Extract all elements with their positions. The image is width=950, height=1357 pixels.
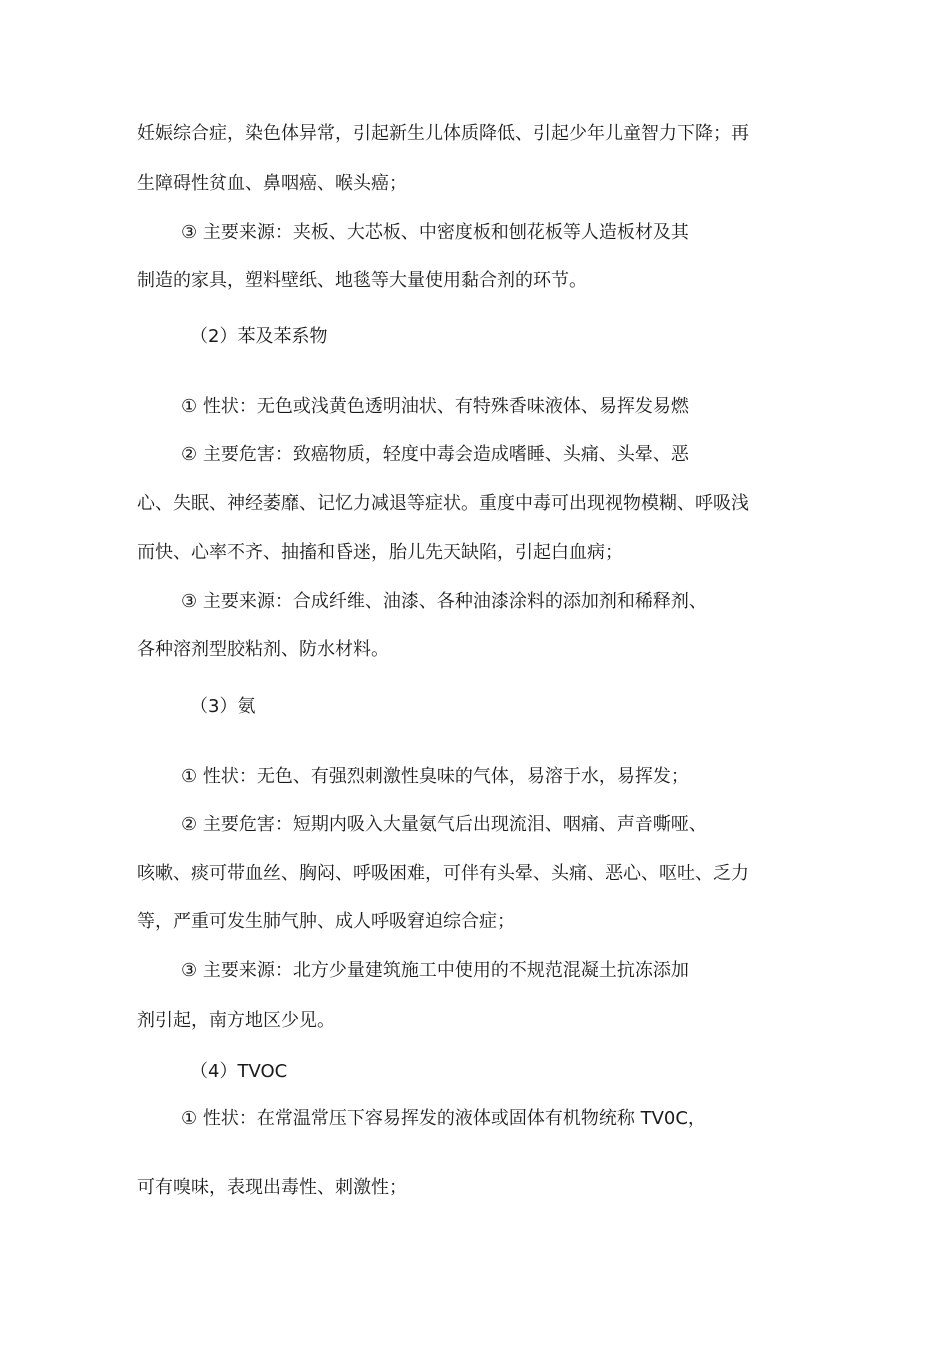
text-line: ② 主要危害：短期内吸入大量氨气后出现流泪、咽痛、声音嘶哑、 [181, 814, 707, 835]
section-heading: （3）氨 [190, 696, 256, 717]
text-line: 制造的家具，塑料壁纸、地毯等大量使用黏合剂的环节。 [137, 270, 587, 291]
text-line: 等，严重可发生肺气肿、成人呼吸窘迫综合症； [137, 911, 515, 932]
text-line: ① 性状：在常温常压下容易挥发的液体或固体有机物统称 TV0C， [181, 1108, 706, 1129]
text-line: 各种溶剂型胶粘剂、防水材料。 [137, 639, 389, 660]
text-line: ① 性状：无色或浅黄色透明油状、有特殊香味液体、易挥发易燃 [181, 396, 689, 417]
text-line: ③ 主要来源：夹板、大芯板、中密度板和刨花板等人造板材及其 [181, 222, 689, 243]
text-line: 咳嗽、痰可带血丝、胸闷、呼吸困难，可伴有头晕、头痛、恶心、呕吐、乏力 [137, 863, 749, 884]
text-line: 心、失眠、神经萎靡、记忆力减退等症状。重度中毒可出现视物模糊、呼吸浅 [137, 493, 749, 514]
text-line: ③ 主要来源：北方少量建筑施工中使用的不规范混凝土抗冻添加 [181, 960, 689, 981]
text-line: ② 主要危害：致癌物质，轻度中毒会造成嗜睡、头痛、头晕、恶 [181, 444, 689, 465]
text-line: 剂引起，南方地区少见。 [137, 1010, 335, 1031]
text-line: ① 性状：无色、有强烈刺激性臭味的气体，易溶于水，易挥发； [181, 766, 689, 787]
text-line: 生障碍性贫血、鼻咽癌、喉头癌； [137, 173, 407, 194]
text-line: 可有嗅味，表现出毒性、刺激性； [137, 1177, 407, 1198]
text-line: 而快、心率不齐、抽搐和昏迷，胎儿先天缺陷，引起白血病； [137, 542, 623, 563]
section-heading: （2）苯及苯系物 [190, 326, 328, 347]
text-line: ③ 主要来源：合成纤维、油漆、各种油漆涂料的添加剂和稀释剂、 [181, 591, 707, 612]
text-line: 妊娠综合症，染色体异常，引起新生儿体质降低、引起少年儿童智力下降；再 [137, 123, 749, 144]
section-heading: （4）TVOC [190, 1061, 288, 1082]
